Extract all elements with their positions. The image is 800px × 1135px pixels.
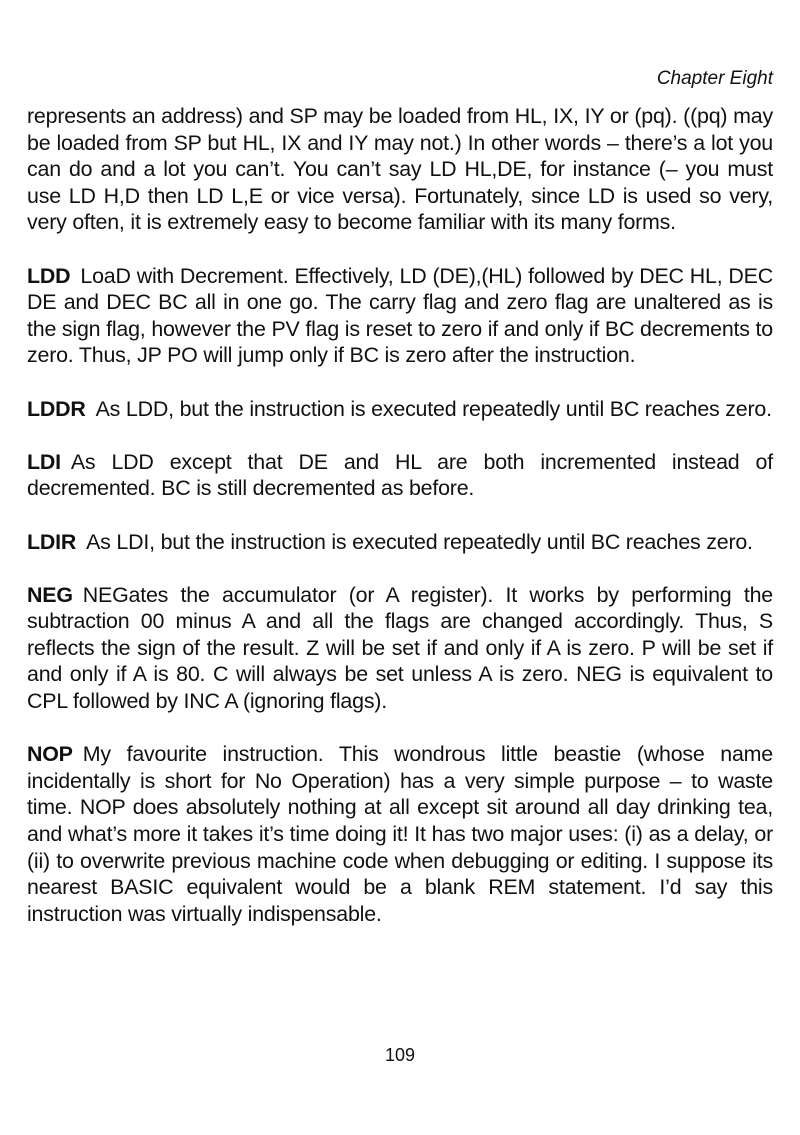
paragraph-text: represents an address) and SP may be loaded from HL, IX, IY or (pq). ((pq) may be loaded from SP but HL, IX and IY may not.) In other words – there’s a lot you can do and a lot you can’t. You can’t say LD HL,DE, for instance (– you must use LD H,D then LD L,E or vice versa). Fortunately, since LD is used so very, very often, it is extremely easy to become familiar with its many forms. bbox=[27, 104, 773, 235]
paragraph-text: As LDD, but the instruction is executed repeatedly until BC reaches zero. bbox=[95, 396, 772, 421]
paragraph-nop bbox=[27, 741, 773, 927]
paragraph-ldd bbox=[27, 263, 773, 369]
paragraph-neg bbox=[27, 582, 773, 715]
instruction-term: LDDR bbox=[27, 396, 86, 421]
page-body bbox=[27, 103, 773, 954]
instruction-term: LDI bbox=[27, 449, 61, 474]
instruction-term: LDIR bbox=[27, 529, 77, 554]
paragraph-lddr bbox=[27, 396, 773, 423]
paragraph-text: As LDI, but the instruction is executed repeatedly until BC reaches zero. bbox=[86, 529, 753, 554]
running-header: Chapter Eight bbox=[656, 68, 773, 89]
page-number: 109 bbox=[384, 1045, 416, 1065]
paragraph-ldir bbox=[27, 529, 773, 556]
instruction-term: NEG bbox=[27, 582, 73, 607]
paragraph-continuation bbox=[27, 103, 773, 236]
instruction-term: NOP bbox=[27, 742, 73, 767]
paragraph-text: NEGates the accumulator (or A register). It works by performing the subtraction 00 minus A and all the flags are changed accordingly. Thus, S reflects the sign of the result. Z will be set if and only if A is zero. P will be set if and only if A is 80. C will always be set unless A is zero. NEG is equivalent to CPL followed by INC A (ignoring flags). bbox=[27, 582, 773, 714]
paragraph-text: My favourite instruction. This wondrous little beastie (whose name incidentally is short for No Operation) has a very simple purpose – to waste time. NOP does absolutely nothing at all except sit around all day drinking tea, and what’s more it takes it’s time doing it! It has two major uses: (i) as a delay, or (ii) to overwrite previous machine code when debugging or editing. I suppose its nearest BASIC equivalent would be a blank REM statement. I’d say this instruction was virtually indispensable. bbox=[27, 742, 773, 926]
instruction-term: LDD bbox=[27, 263, 71, 288]
paragraph-ldi bbox=[27, 449, 773, 502]
paragraph-text: As LDD except that DE and HL are both incremented instead of decremented. BC is still decremented as before. bbox=[27, 449, 773, 501]
paragraph-text: LoaD with Decrement. Effectively, LD (DE),(HL) followed by DEC HL, DEC DE and DEC BC all in one go. The carry flag and zero flag are unaltered as is the sign flag, however the PV flag is reset to zero if and only if BC decrements to zero. Thus, JP PO will jump only if BC is zero after the instruction. bbox=[27, 263, 773, 368]
